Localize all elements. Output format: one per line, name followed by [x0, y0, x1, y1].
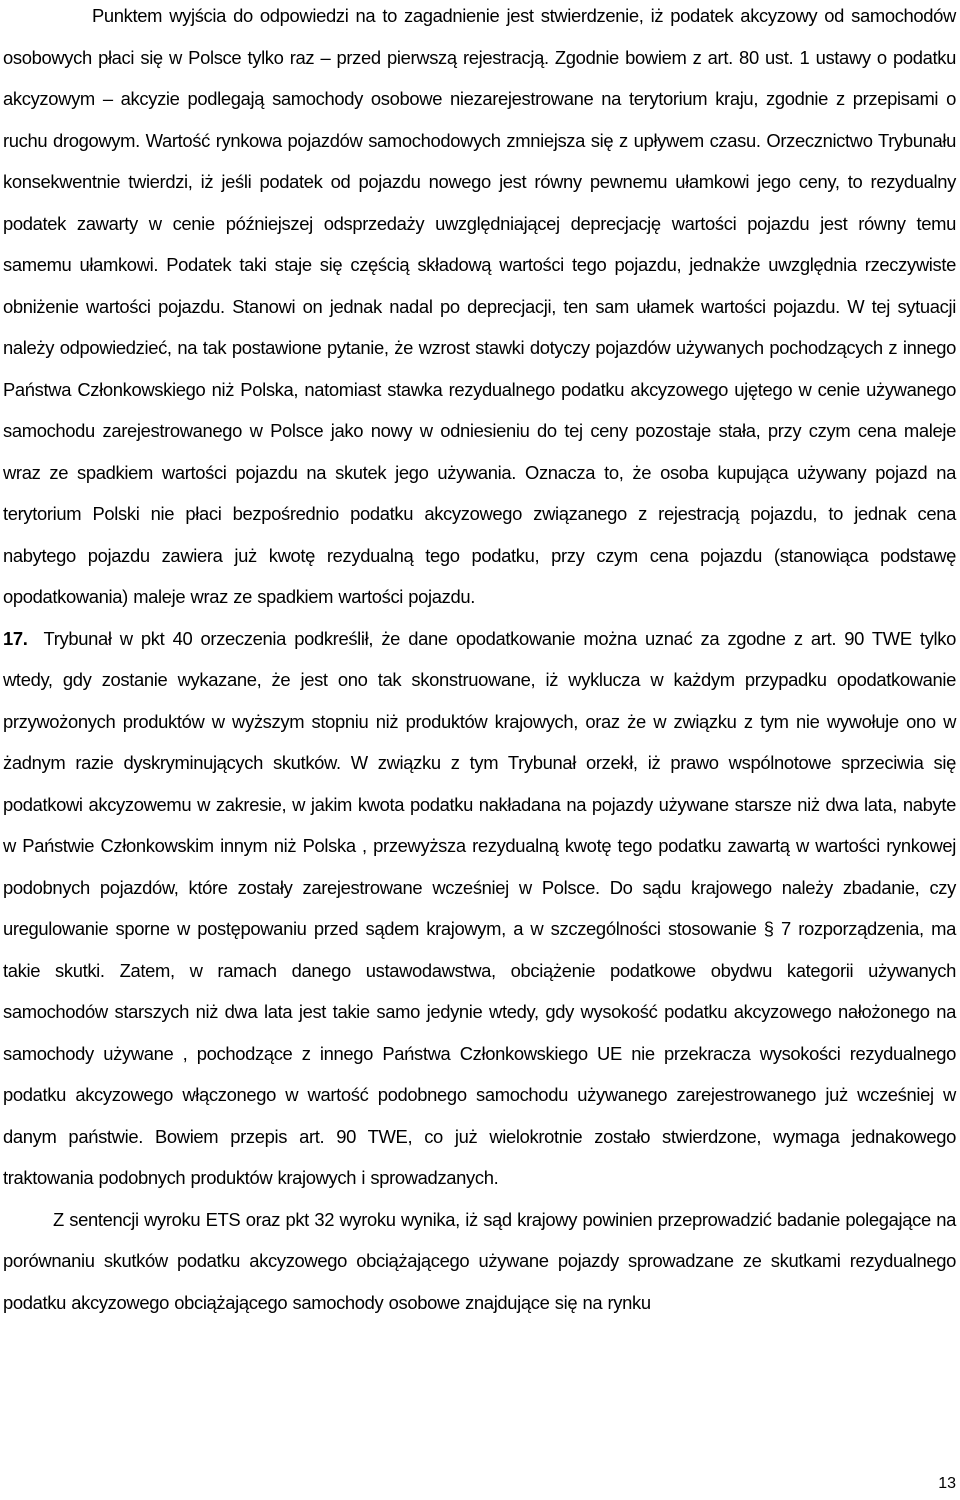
- paragraph-1-text: Punktem wyjścia do odpowiedzi na to zagadnienie jest stwierdzenie, iż podatek akcyzowy od samochodów osobowych płaci się w Polsce tylko raz – przed pierwszą rejestracją. Zgodnie bowiem z art. 80 ust. 1 ustawy o podatku akcyzowym – akcyzie podlegają samochody osobowe niezarejestrowane na terytorium kraju, zgodnie z przepisami o ruchu drogowym. Wartość rynkowa pojazdów samochodowych zmniejsza się z upływem czasu. Orzecznictwo Trybunału konsekwentnie twierdzi, iż jeśli podatek od pojazdu nowego jest równy pewnemu ułamkowi jego ceny, to rezydualny podatek zawarty w cenie późniejszej odsprzedaży uwzględniającej deprecjację wartości pojazdu jest równy temu samemu ułamkowi. Podatek taki staje się częścią składową wartości tego pojazdu, jednakże uwzględnia rzeczywiste obniżenie wartości pojazdu. Stanowi on jednak nadal po deprecjacji, ten sam ułamek wartości pojazdu. W tej sytuacji należy odpowiedzieć, na tak postawione pytanie, że wzrost stawki dotyczy pojazdów używanych pochodzących z innego Państwa Członkowskiego niż Polska, natomiast stawka rezydualnego podatku akcyzowego ujętego w cenie używanego samochodu zarejestrowanego w Polsce jako nowy w odniesieniu do tej ceny pozostaje stała, przy czym cena maleje wraz ze spadkiem wartości pojazdu na skutek jego używania. Oznacza to, że osoba kupująca używany pojazd na terytorium Polski nie płaci bezpośrednio podatku akcyzowego związanego z rejestracją pojazdu, to jednak cena nabytego pojazdu zawiera już kwotę rezydualną tego podatku, przy czym cena pojazdu (stanowiąca podstawę opodatkowania) maleje wraz ze spadkiem wartości pojazdu.: [3, 5, 956, 607]
- paragraph-number: 17.: [3, 627, 28, 649]
- paragraph-3-text: Z sentencji wyroku ETS oraz pkt 32 wyroku wynika, iż sąd krajowy powinien przeprowadzić badanie polegające na porównaniu skutków podatku akcyzowego obciążającego używane pojazdy sprowadzane ze skutkami rezydualnego podatku akcyzowego obciążającego samochody osobowe znajdujące się na rynku: [3, 1208, 956, 1313]
- paragraph-3: [3, 1199, 956, 1324]
- page-number: 13: [938, 1475, 956, 1492]
- paragraph-17-text: Trybunał w pkt 40 orzeczenia podkreślił, że dane opodatkowanie można uznać za zgodne z art. 90 TWE tylko wtedy, gdy zostanie wykazane, że jest ono tak skonstruowane, iż wyklucza w każdym przypadku opodatkowanie przywożonych produktów w wyższym stopniu niż produktów krajowych, oraz że w związku z tym nie wywołuje ono w żadnym razie dyskryminujących skutków. W związku z tym Trybunał orzekł, iż prawo wspólnotowe sprzeciwia się podatkowi akcyzowemu w zakresie, w jakim kwota podatku nakładana na pojazdy używane starsze niż dwa lata, nabyte w Państwie Członkowskim innym niż Polska , przewyższa rezydualną kwotę tego podatku zawartą w wartości rynkowej podobnych pojazdów, które zostały zarejestrowane wcześniej w Polsce. Do sądu krajowego należy zbadanie, czy uregulowanie sporne w postępowaniu przed sądem krajowym, a w szczególności stosowanie § 7 rozporządzenia, ma takie skutki. Zatem, w ramach danego ustawodawstwa, obciążenie podatkowe obydwu kategorii używanych samochodów starszych niż dwa lata jest takie samo jedynie wtedy, gdy wysokość podatku akcyzowego nałożonego na samochody używane , pochodzące z innego Państwa Członkowskiego UE nie przekracza wysokości rezydualnego podatku akcyzowego włączonego w wartość podobnego samochodu używanego zarejestrowanego już wcześniej w danym państwie. Bowiem przepis art. 90 TWE, co już wielokrotnie zostało stwierdzone, wymaga jednakowego traktowania podobnych produktów krajowych i sprowadzanych.: [3, 627, 956, 1188]
- paragraph-17: [3, 618, 956, 1199]
- paragraph-1: [3, 0, 956, 618]
